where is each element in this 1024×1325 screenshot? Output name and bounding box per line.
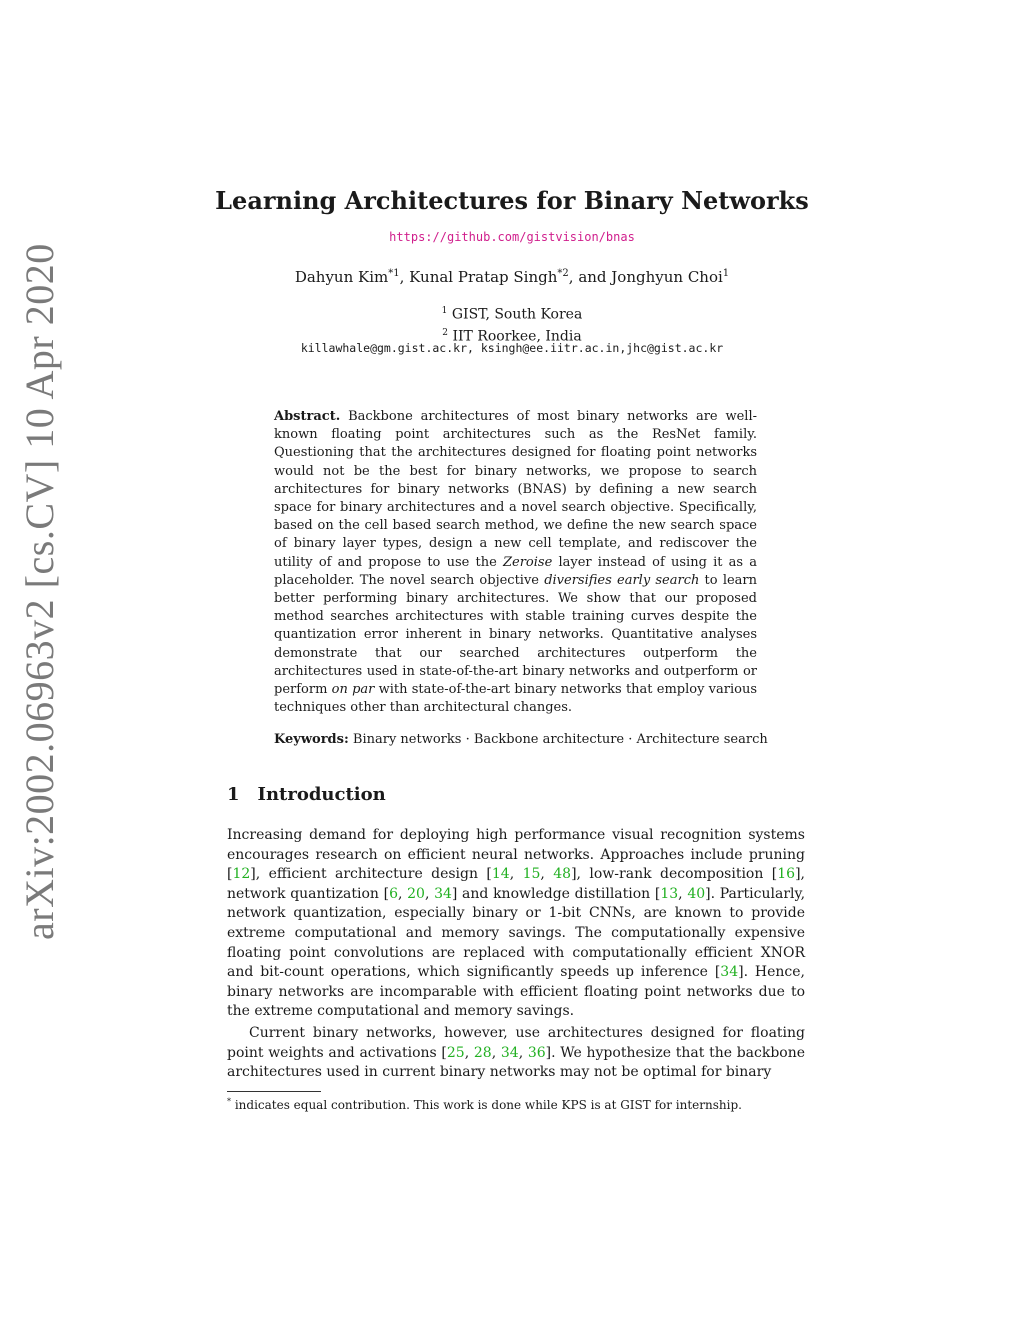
citation-link[interactable]: 20 [407,885,425,902]
body-text: ] and knowledge distillation [ [451,885,661,902]
body-text: , [397,885,408,902]
footnote [227,1097,807,1112]
citation-link[interactable]: 40 [687,885,706,902]
citation-link[interactable]: 15 [522,866,541,883]
section-heading [227,784,386,805]
affiliation-number: 1 [441,306,448,316]
body-text: ]. We hypothesize that the backbone architectures used in current binary networks may not be optimal for binary [227,1044,806,1081]
author-emails: killawhale@gm.gist.ac.kr, ksingh@ee.iitr.ac.in,jhc@gist.ac.kr [300,341,724,355]
paper-title: Learning Architectures for Binary Networks [215,186,809,215]
keywords [274,732,794,747]
citation-link[interactable]: 25 [446,1044,465,1061]
author-affil-mark: *1 [388,268,400,279]
citation-link[interactable]: 34 [434,885,452,902]
abstract-text: with state-of-the-art binary networks that employ various techniques other than architectural changes. [274,682,757,716]
body-text: ], network quantization [ [227,866,805,902]
citation-link[interactable]: 36 [527,1044,546,1061]
repo-link[interactable]: https://github.com/gistvision/bnas [389,230,635,244]
body-text: , [518,1044,528,1061]
abstract-emphasis: diversifies early search [544,572,700,588]
abstract-text: layer instead of using it as a placeholder. The novel search objective [274,554,757,588]
body-text: ], low-rank decomposition [ [571,866,778,883]
abstract-text: Backbone architectures of most binary networks are well-known floating point architectures such as the ResNet family. Questioning that the architectures designed for floating point networks would not be the best for binary networks, we propose to search architectures for binary networks (BNAS) by defining a new search space for binary architectures and a novel search objective. Specifically, based on the cell based search method, we define the new search space of binary layer types, design a new cell template, and rediscover the utility of and propose to use the [274,409,757,570]
citation-link[interactable]: 6 [389,885,398,902]
intro-paragraph-2 [227,1024,805,1083]
body-text: ]. Hence, binary networks are incomparable with efficient floating point networks due to the extreme computational and memory savings. [227,964,805,1020]
citation-link[interactable]: 13 [660,885,679,902]
body-text: , [424,885,435,902]
keywords-text: Binary networks · Backbone architecture · Architecture search [348,732,768,747]
keywords-label: Keywords: [274,732,349,747]
footnote-divider [227,1091,321,1092]
citation-link[interactable]: 14 [491,866,510,883]
intro-paragraph-1 [227,826,805,1022]
author-affil-mark: 1 [722,268,730,279]
affiliation-text: IIT Roorkee, India [452,328,582,345]
citation-link[interactable]: 28 [473,1044,492,1061]
citation-link[interactable]: 16 [777,866,796,883]
body-text: , [491,1044,501,1061]
citation-link[interactable]: 34 [500,1044,519,1061]
body-text: , [678,885,688,902]
citation-link[interactable]: 34 [720,964,739,981]
abstract-emphasis: Zeroise [502,554,553,570]
author-separator: , [399,268,410,286]
body-text: ]. Particularly, network quantization, especially binary or 1-bit CNNs, are known to provide extreme computational and memory savings. The computationally expensive floating point convolutions are replaced with computationally efficient XNOR and bit-count operations, which significantly speeds up inference [ [227,885,806,981]
abstract-label: Abstract. [274,409,341,424]
author-name: Kunal Pratap Singh [409,268,558,286]
author-separator: , and [568,268,612,286]
arxiv-stamp: arXiv:2002.06963v2 [cs.CV] 10 Apr 2020 [17,243,62,940]
footnote-mark: * [227,1097,231,1106]
citation-link[interactable]: 48 [553,866,572,883]
affiliation-number: 2 [442,327,449,338]
affiliation-list [0,302,1024,345]
citation-link[interactable]: 12 [232,866,251,883]
author-list [0,268,1024,286]
body-text: , [464,1044,474,1061]
body-text: , [540,866,554,883]
body-text: ], efficient architecture design [ [250,866,492,883]
affiliation-text: GIST, South Korea [451,306,583,323]
section-title: Introduction [257,784,386,805]
author-affil-mark: *2 [557,268,569,279]
author-name: Jonghyun Choi [611,268,723,286]
section-number: 1 [227,784,240,805]
footnote-text: indicates equal contribution. This work is done while KPS is at GIST for internship. [231,1098,742,1112]
abstract-text: to learn better performing binary architectures. We show that our proposed method searches architectures with stable training curves despite the quantization error inherent in binary networks. Quantitative analyses demonstrate that our searched architectures outperform the architectures used in state-of-the-art binary networks and outperform or perform [274,572,758,698]
abstract-emphasis: on par [331,682,375,698]
body-text: Increasing demand for deploying high performance visual recognition systems encourages research on efficient neural networks. Approaches include pruning [ [227,827,805,883]
body-text: Current binary networks, however, use architectures designed for floating point weights and activations [ [227,1025,805,1061]
abstract [274,408,757,717]
affiliation [0,302,1024,324]
author-name: Dahyun Kim [294,268,389,286]
body-text: , [509,866,523,883]
